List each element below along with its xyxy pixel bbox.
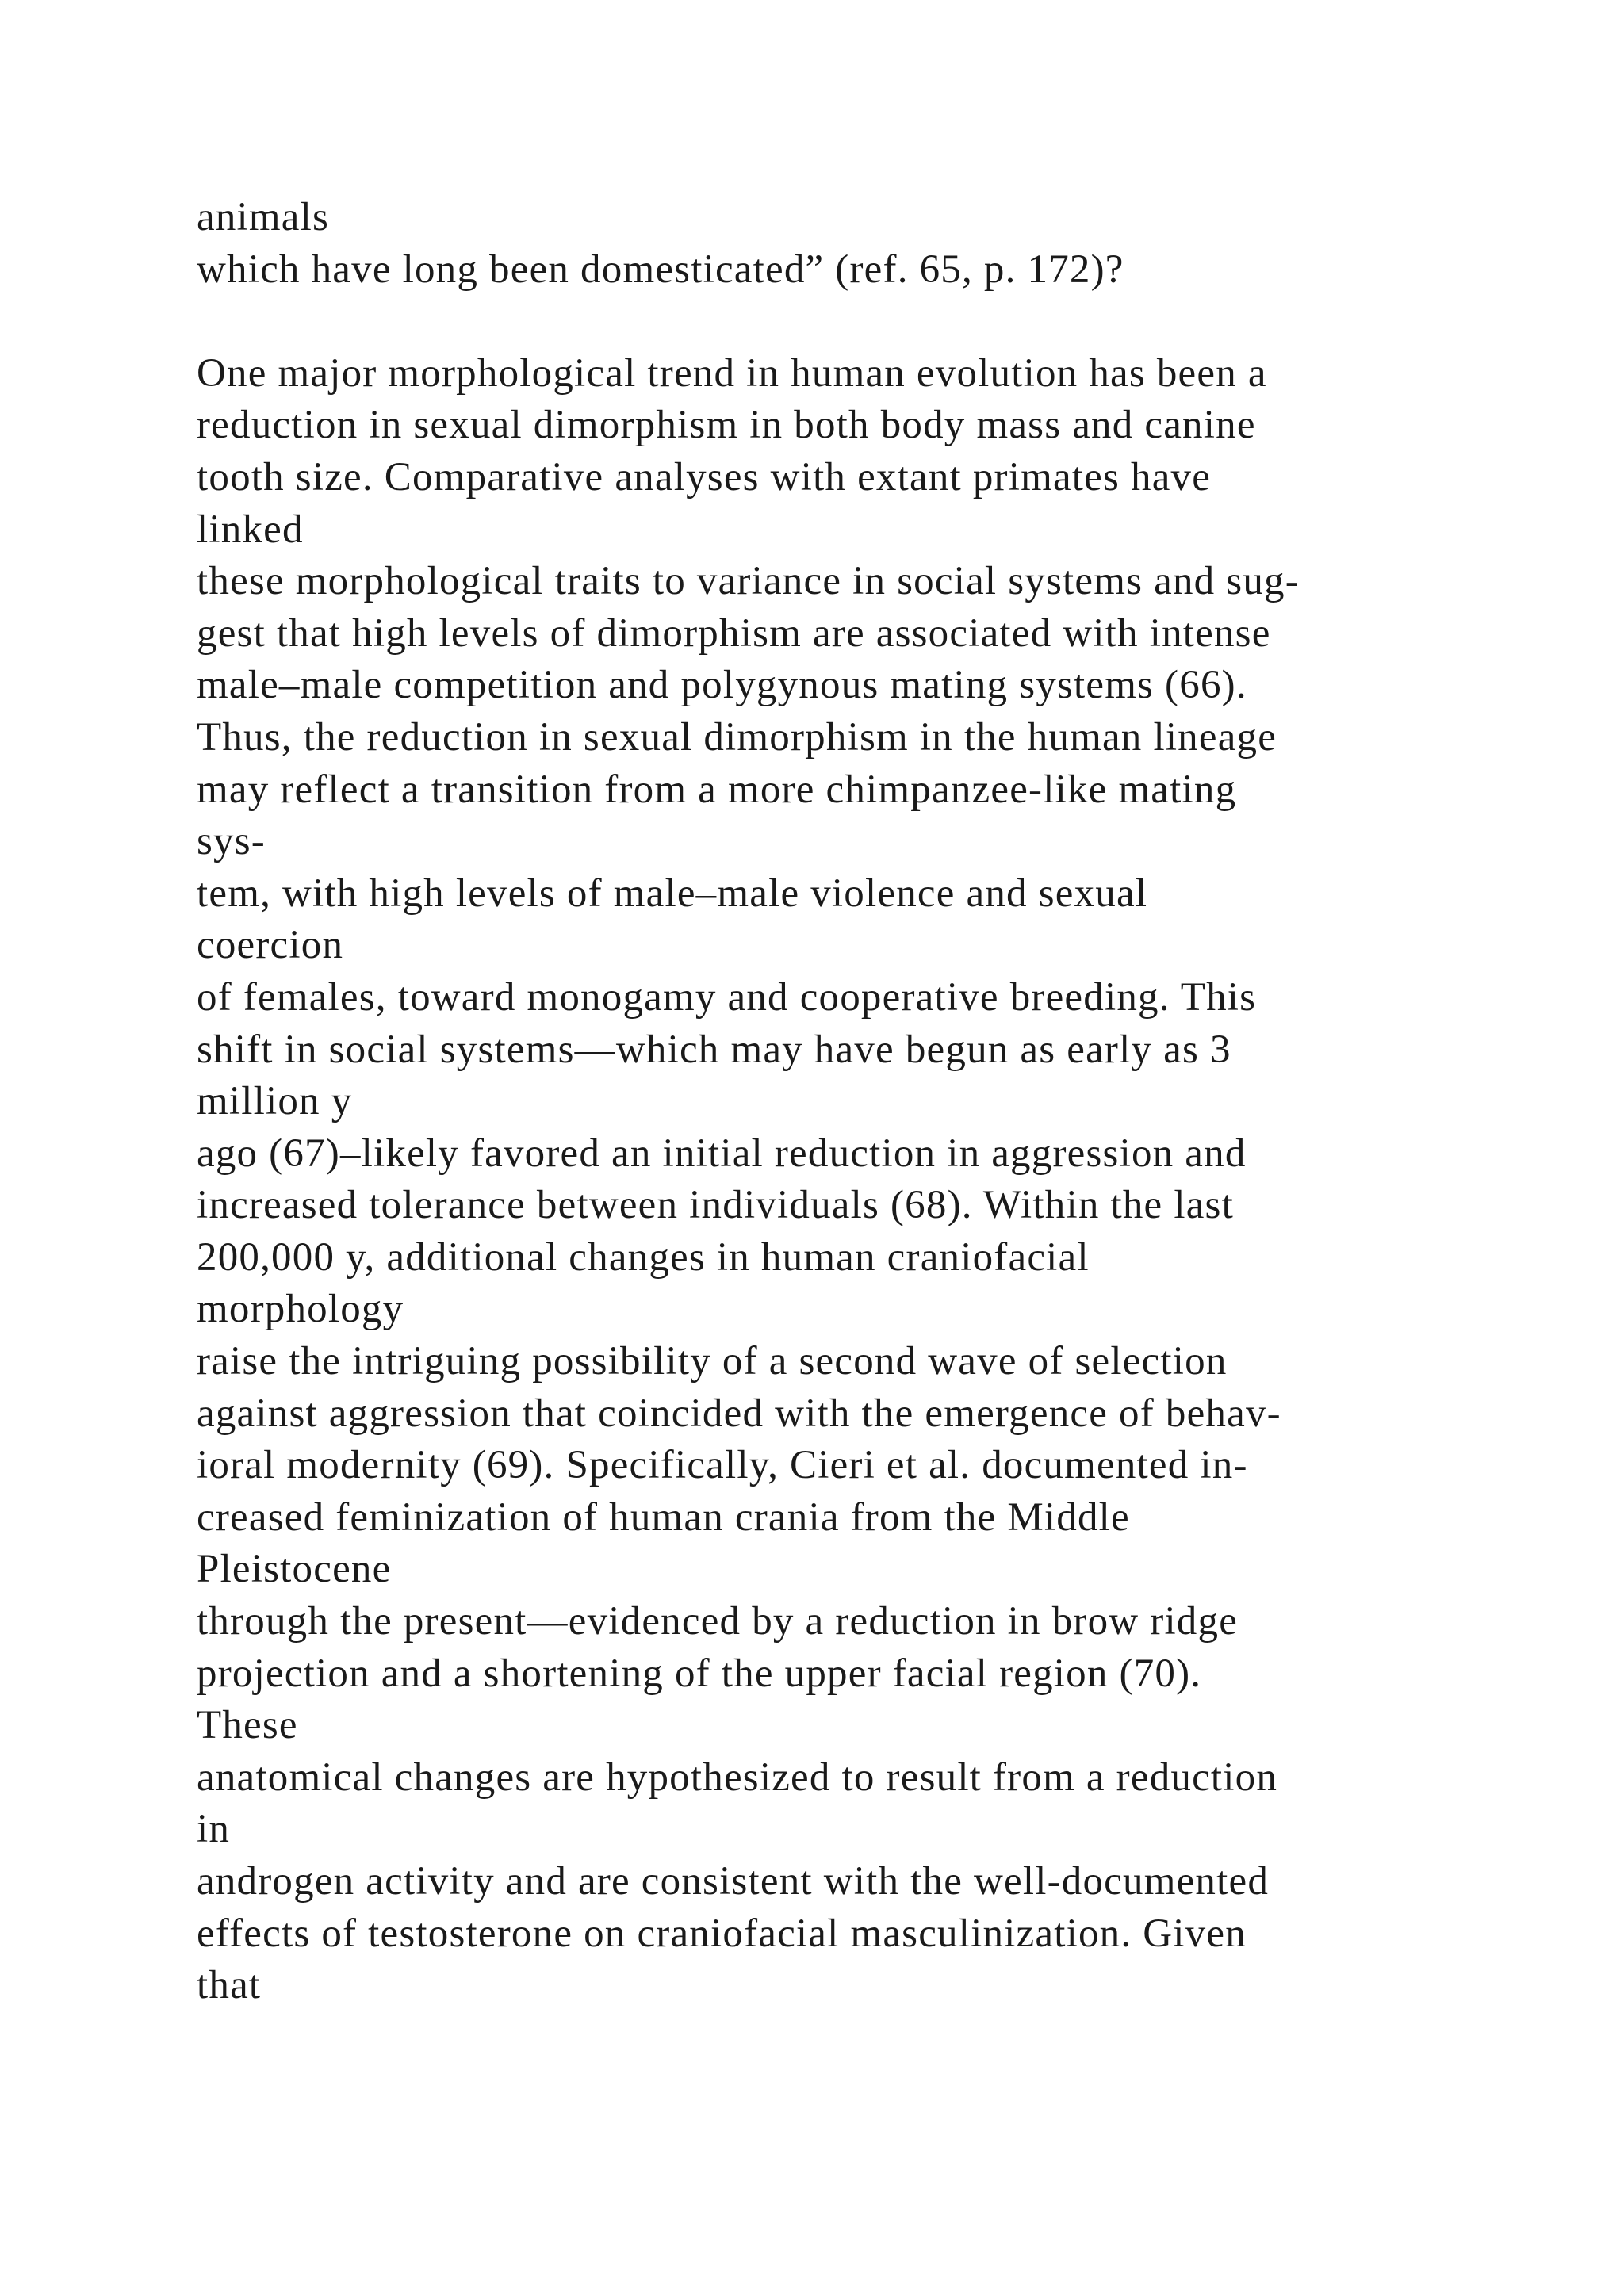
text-line: effects of testosterone on craniofacial masculinization. Given	[197, 1911, 1247, 1956]
text-line: morphology	[197, 1287, 404, 1332]
paragraph-1	[197, 192, 1561, 296]
text-line: creased feminization of human crania from the Middle	[197, 1494, 1130, 1540]
text-line: tem, with high levels of male–male violence and sexual	[197, 871, 1148, 916]
text-line: gest that high levels of dimorphism are associated with intense	[197, 610, 1271, 656]
text-line: linked	[197, 507, 304, 552]
text-line: These	[197, 1703, 298, 1748]
paragraph-gap	[197, 296, 1561, 348]
text-line: anatomical changes are hypothesized to result from a reduction	[197, 1755, 1278, 1800]
text-line: tooth size. Comparative analyses with extant primates have	[197, 454, 1212, 499]
text-line: sys-	[197, 819, 266, 864]
text-line: Thus, the reduction in sexual dimorphism in the human lineage	[197, 714, 1277, 760]
text-line: raise the intriguing possibility of a second wave of selection	[197, 1339, 1228, 1384]
text-line: reduction in sexual dimorphism in both body mass and canine	[197, 403, 1256, 448]
text-line: of females, toward monogamy and cooperative breeding. This	[197, 974, 1257, 1020]
text-line: male–male competition and polygynous mating systems (66).	[197, 663, 1247, 708]
text-line: that	[197, 1963, 262, 2008]
text-line: 200,000 y, additional changes in human craniofacial	[197, 1234, 1090, 1280]
text-line: these morphological traits to variance in social systems and sug-	[197, 559, 1300, 604]
text-line: ago (67)–likely favored an initial reduction in aggression and	[197, 1131, 1247, 1176]
text-line: may reflect a transition from a more chimpanzee-like mating	[197, 767, 1237, 812]
text-line: which have long been domesticated” (ref. 65, p. 172)?	[197, 247, 1124, 292]
text-line: against aggression that coincided with the emergence of behav-	[197, 1391, 1281, 1436]
text-line: ioral modernity (69). Specifically, Cieri et al. documented in-	[197, 1443, 1248, 1488]
text-line: One major morphological trend in human evolution has been a	[197, 350, 1267, 396]
text-line: animals	[197, 195, 330, 239]
paragraph-2	[197, 348, 1561, 2012]
text-line: million y	[197, 1079, 353, 1124]
text-line: Pleistocene	[197, 1547, 392, 1592]
text-line: in	[197, 1807, 231, 1852]
text-line: coercion	[197, 923, 344, 968]
text-line: increased tolerance between individuals (68). Within the last	[197, 1183, 1234, 1228]
text-line: projection and a shortening of the upper facial region (70).	[197, 1651, 1202, 1696]
document-body	[197, 192, 1561, 2012]
text-line: through the present—evidenced by a reduction in brow ridge	[197, 1599, 1239, 1644]
text-line: shift in social systems—which may have begun as early as 3	[197, 1027, 1231, 1072]
text-line: androgen activity and are consistent with the well-documented	[197, 1859, 1270, 1904]
